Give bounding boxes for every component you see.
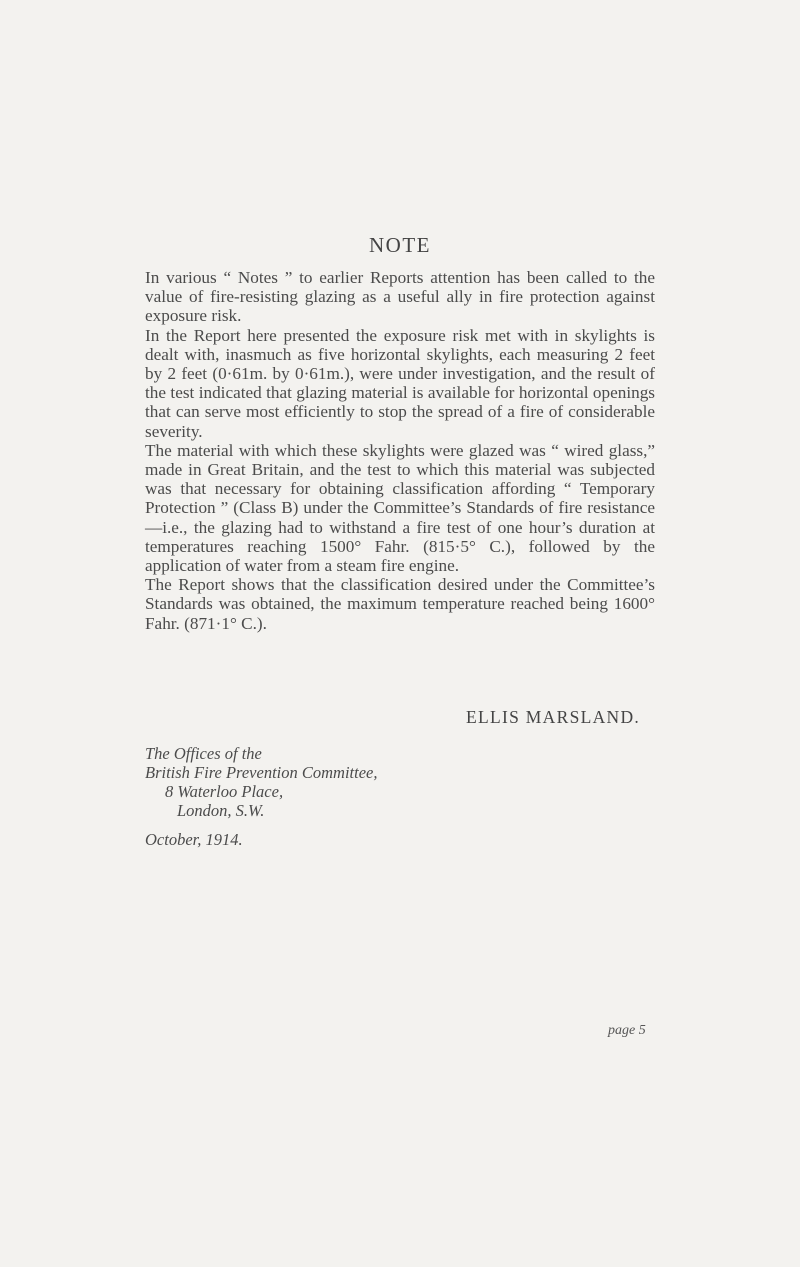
address-line-3: 8 Waterloo Place, (165, 782, 284, 801)
address-line-4: London, S.W. (177, 801, 265, 820)
paragraph-3: The material with which these skylights were glazed was “ wired glass,” made in Great Britain, and the test to which this material was subjected was that necessary for obtaining classification affording “ Temporary Protection ” (Class B) under the Committee’s Standards of fire resistance—i.e., the glazing had to withstand a fire test of one hour’s duration at temperatures reaching 1500° Fahr. (815·5° C.), followed by the application of water from a steam fire engine. (145, 440, 655, 576)
paragraph-2: In the Report here presented the exposure risk met with in skylights is dealt with, inasmuch as five horizontal skylights, each measuring 2 feet by 2 feet (0·61m. by 0·61m.), were under investigation, and the result of the test indicated that glazing material is available for horizontal openings that can serve most efficiently to stop the spread of a fire of considerable severity. (145, 325, 655, 441)
page-number: page 5 (608, 1023, 646, 1038)
address-block (145, 744, 377, 820)
address-line-1: The Offices of the (145, 744, 262, 763)
address-line-2: British Fire Prevention Committee, (145, 763, 378, 782)
page-title: NOTE (369, 233, 431, 257)
signature: ELLIS MARSLAND. (466, 707, 641, 727)
paragraph-1: In various “ Notes ” to earlier Reports attention has been called to the value of fire-resisting glazing as a useful ally in fire protection against exposure risk. (145, 268, 655, 326)
note-body (145, 268, 655, 633)
paragraph-4: The Report shows that the classification desired under the Committee’s Standards was obtained, the maximum temperature reached being 1600° Fahr. (871·1° C.). (145, 575, 655, 633)
date: October, 1914. (145, 830, 243, 849)
